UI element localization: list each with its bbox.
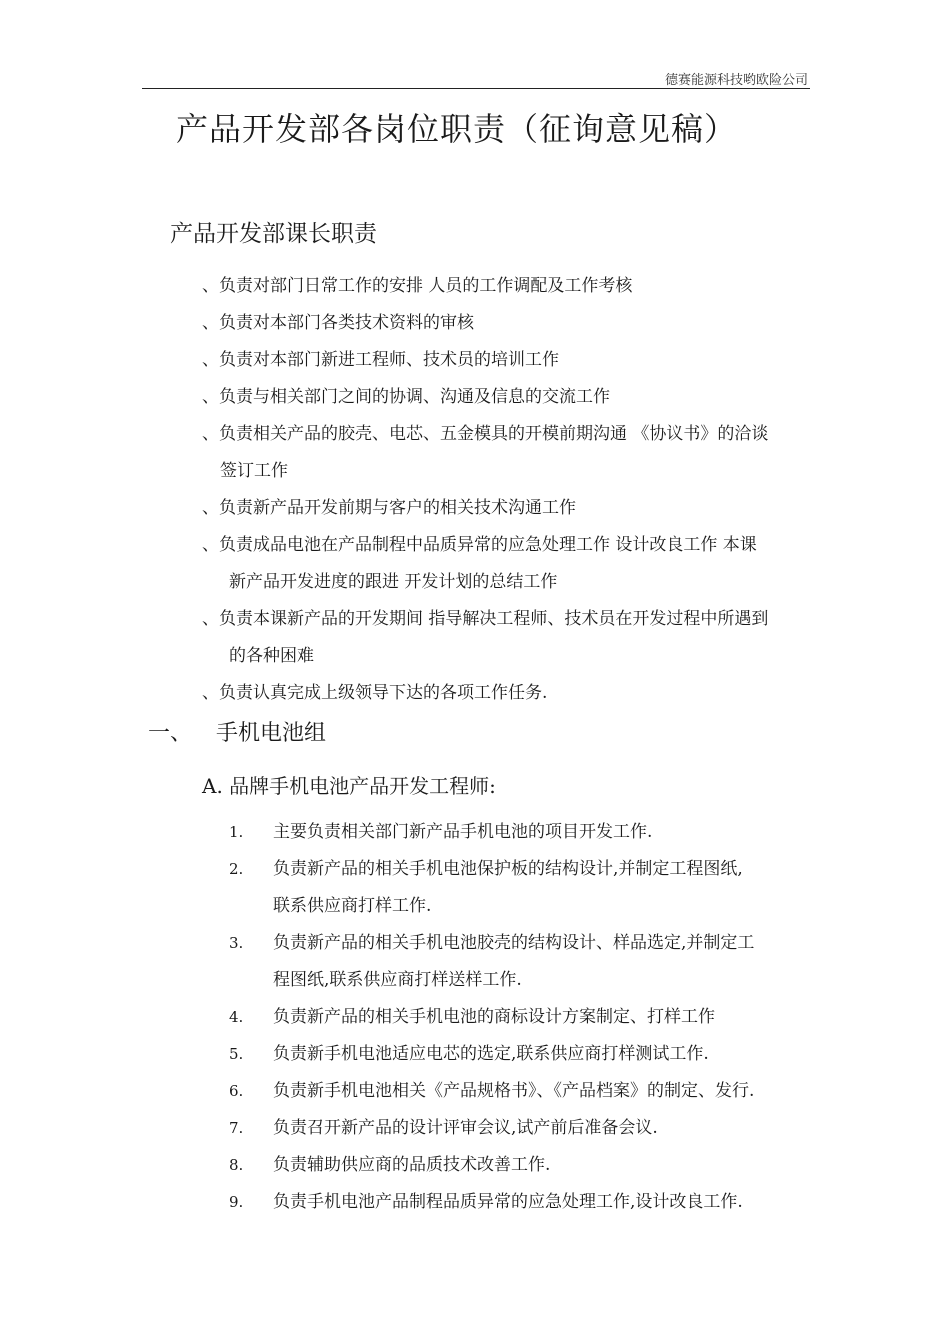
task-list [229, 814, 829, 1221]
task-text: 主要负责相关部门新产品手机电池的项目开发工作. [273, 822, 653, 842]
task-item [229, 1147, 829, 1184]
task-text: 负责召开新产品的设计评审会议,试产前后准备会议. [273, 1118, 658, 1138]
document-title: 产品开发部各岗位职责（征询意见稿） [176, 110, 738, 148]
duty-text-continued: 签订工作 [220, 461, 288, 481]
task-item [229, 851, 829, 925]
duty-item [202, 379, 842, 416]
task-number: 1. [229, 823, 244, 841]
task-item [229, 1110, 829, 1147]
duty-item [202, 268, 842, 305]
task-item [229, 814, 829, 851]
task-text: 负责辅助供应商的品质技术改善工作. [273, 1155, 551, 1175]
group-number: 一、 [148, 721, 193, 746]
duty-text-continued: 新产品开发进度的跟进 开发计划的总结工作 [229, 572, 558, 592]
task-text: 负责新产品的相关手机电池胶壳的结构设计、样品选定,并制定工 [273, 933, 755, 953]
duty-text: 、负责与相关部门之间的协调、沟通及信息的交流工作 [202, 387, 610, 407]
duty-text: 、负责相关产品的胶壳、电芯、五金模具的开模前期沟通 《协议书》的洽谈 [202, 424, 769, 444]
task-text-continued: 联系供应商打样工作. [273, 896, 432, 916]
duty-text: 、负责新产品开发前期与客户的相关技术沟通工作 [202, 498, 576, 518]
task-text: 负责新产品的相关手机电池保护板的结构设计,并制定工程图纸, [273, 859, 743, 879]
task-item [229, 1036, 829, 1073]
duty-text: 、负责对部门日常工作的安排 人员的工作调配及工作考核 [202, 276, 633, 296]
task-number: 3. [229, 934, 244, 952]
task-number: 2. [229, 860, 244, 878]
task-item [229, 925, 829, 999]
duty-item [202, 305, 842, 342]
duty-item [202, 416, 842, 490]
duty-text: 、负责对本部门各类技术资料的审核 [202, 313, 474, 333]
header-divider [142, 88, 810, 89]
duty-item [202, 601, 842, 675]
task-text-continued: 程图纸,联系供应商打样送样工作. [273, 970, 522, 990]
task-number: 5. [229, 1045, 244, 1063]
section-heading: 产品开发部课长职责 [170, 221, 377, 247]
task-text: 负责新手机电池相关《产品规格书》、《产品档案》的制定、发行. [273, 1081, 755, 1101]
group-heading [148, 716, 326, 747]
duty-text: 、负责对本部门新进工程师、技术员的培训工作 [202, 350, 559, 370]
duty-list [202, 268, 842, 712]
task-text: 负责手机电池产品制程品质异常的应急处理工作,设计改良工作. [273, 1192, 743, 1212]
duty-item [202, 675, 842, 712]
duty-item [202, 490, 842, 527]
task-text: 负责新产品的相关手机电池的商标设计方案制定、打样工作 [273, 1007, 715, 1027]
task-number: 7. [229, 1119, 244, 1137]
duty-item [202, 527, 842, 601]
header-company-name: 德赛能源科技哟欧险公司 [664, 73, 808, 88]
duty-text: 、负责认真完成上级领导下达的各项工作任务. [202, 683, 548, 703]
task-item [229, 1073, 829, 1110]
task-number: 6. [229, 1082, 244, 1100]
duty-text: 、负责成品电池在产品制程中品质异常的应急处理工作 设计改良工作 本课 [202, 535, 757, 555]
role-heading: A. 品牌手机电池产品开发工程师: [202, 774, 496, 798]
group-title: 手机电池组 [216, 721, 327, 746]
task-number: 8. [229, 1156, 244, 1174]
task-text: 负责新手机电池适应电芯的选定,联系供应商打样测试工作. [273, 1044, 709, 1064]
duty-text-continued: 的各种困难 [229, 646, 314, 666]
task-number: 9. [229, 1193, 244, 1211]
task-item [229, 1184, 829, 1221]
duty-text: 、负责本课新产品的开发期间 指导解决工程师、技术员在开发过程中所遇到 [202, 609, 769, 629]
task-number: 4. [229, 1008, 244, 1026]
duty-item [202, 342, 842, 379]
task-item [229, 999, 829, 1036]
